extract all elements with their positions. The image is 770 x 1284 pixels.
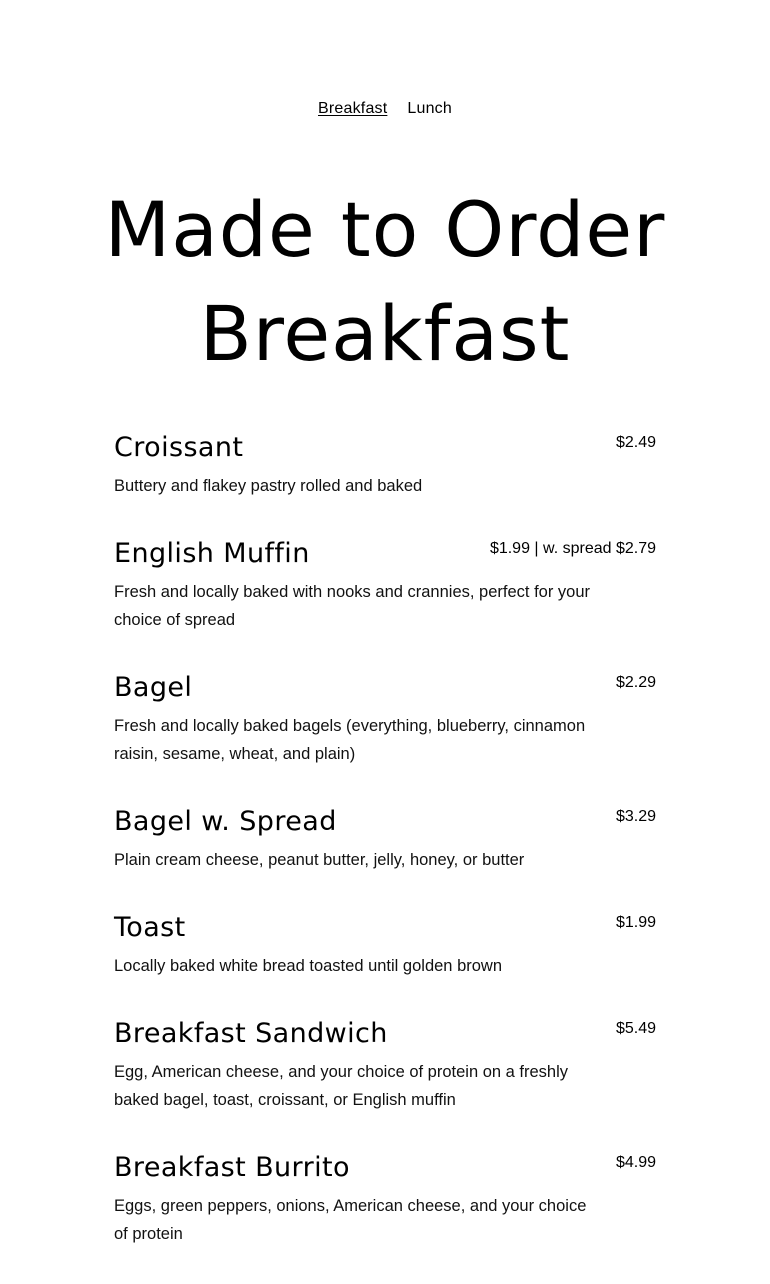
menu-list: [114, 430, 656, 1284]
menu-item-breakfast-burrito: [114, 1150, 656, 1248]
page-title: [0, 178, 770, 386]
item-price: $4.99: [615, 1154, 656, 1171]
item-name: English Muffin: [114, 538, 310, 569]
item-description: Egg, American cheese, and your choice of protein on a freshly baked bagel, toast, croissant, or English muffin: [114, 1063, 569, 1109]
item-price: $3.29: [615, 808, 656, 825]
item-description: Eggs, green peppers, onions, American cheese, and your choice of protein: [114, 1197, 587, 1243]
menu-item-bagel: [114, 670, 656, 768]
menu-item-english-muffin: [114, 536, 656, 634]
menu-tabs: [0, 100, 770, 118]
item-name: Toast: [114, 912, 186, 943]
tab-breakfast[interactable]: Breakfast: [318, 100, 388, 117]
item-description: Fresh and locally baked bagels (everything, blueberry, cinnamon raisin, sesame, wheat, and plain): [114, 717, 586, 763]
item-description: Locally baked white bread toasted until golden brown: [114, 957, 503, 975]
page-title-line-1: Made to Order: [104, 185, 666, 274]
item-description: Buttery and flakey pastry rolled and baked: [114, 477, 423, 495]
tab-lunch[interactable]: Lunch: [407, 100, 452, 117]
item-price: $5.49: [615, 1020, 656, 1037]
item-description: Fresh and locally baked with nooks and crannies, perfect for your choice of spread: [114, 583, 591, 629]
item-name: Croissant: [114, 432, 244, 463]
page-title-line-2: Breakfast: [199, 289, 571, 378]
menu-item-breakfast-sandwich: [114, 1016, 656, 1114]
item-name: Bagel w. Spread: [114, 806, 337, 837]
item-price: $1.99 | w. spread $2.79: [489, 540, 656, 557]
menu-item-bagel-w-spread: [114, 804, 656, 874]
item-name: Breakfast Sandwich: [114, 1018, 388, 1049]
item-price: $2.29: [615, 674, 656, 691]
item-description: Plain cream cheese, peanut butter, jelly, honey, or butter: [114, 851, 525, 869]
menu-item-croissant: [114, 430, 656, 500]
menu-item-toast: [114, 910, 656, 980]
item-price: $1.99: [615, 914, 656, 931]
item-name: Bagel: [114, 672, 193, 703]
item-price: $2.49: [615, 434, 656, 451]
item-name: Breakfast Burrito: [114, 1152, 350, 1183]
